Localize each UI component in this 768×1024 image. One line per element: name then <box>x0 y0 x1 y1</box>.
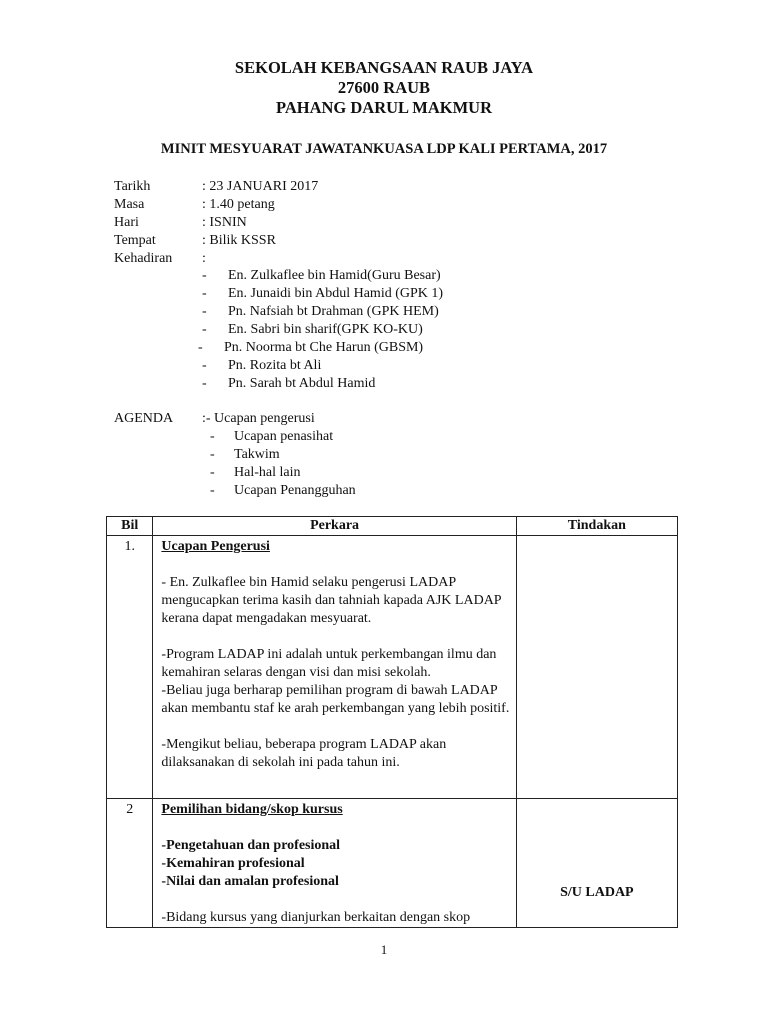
header-state: PAHANG DARUL MAKMUR <box>275 98 492 117</box>
row-bold-item: -Nilai dan amalan profesional <box>161 874 339 889</box>
row-paragraph: -Bidang kursus yang dianjurkan berkaitan dengan skop <box>161 910 471 925</box>
agenda-heading <box>114 410 315 428</box>
row-bold-item: -Pengetahuan dan profesional <box>161 838 341 853</box>
info-row-kehadiran <box>114 250 318 268</box>
list-item: - Pn. Rozita bt Ali <box>202 358 322 373</box>
table-header-row <box>107 517 678 536</box>
header-perkara: Perkara <box>153 517 516 536</box>
info-value: : ISNIN <box>202 215 247 230</box>
header-tindakan: Tindakan <box>516 517 677 536</box>
agenda-label: AGENDA <box>114 411 174 426</box>
row-perkara <box>153 536 516 799</box>
info-row-tarikh <box>114 178 318 196</box>
row-perkara <box>153 799 516 928</box>
info-row-tempat <box>114 232 318 250</box>
meeting-info <box>114 178 318 268</box>
attendee-list <box>198 267 444 393</box>
info-label: Kehadiran <box>114 251 173 266</box>
info-label: Tarikh <box>114 179 151 194</box>
list-item: - Pn. Nafsiah bt Drahman (GPK HEM) <box>202 304 439 319</box>
page-number: 1 <box>380 942 388 957</box>
minutes-table <box>106 516 678 928</box>
row-tindakan <box>516 799 677 928</box>
info-row-masa <box>114 196 318 214</box>
info-row-hari <box>114 214 318 232</box>
row-paragraph: - En. Zulkaflee bin Hamid selaku pengerusi LADAP mengucapkan terima kasih dan tahniah kapada AJK LADAP kerana dapat mengadakan mesyuarat. <box>161 575 502 626</box>
school-header <box>0 58 768 118</box>
list-item: - En. Junaidi bin Abdul Hamid (GPK 1) <box>202 286 444 301</box>
list-item: - Takwim <box>210 447 280 462</box>
info-label: Tempat <box>114 233 156 248</box>
table-row <box>107 799 678 928</box>
info-label: Masa <box>114 197 145 212</box>
info-label: Hari <box>114 215 139 230</box>
row-number: 1. <box>107 536 153 799</box>
table-row <box>107 536 678 799</box>
header-postcode: 27600 RAUB <box>337 78 431 97</box>
info-value: : 23 JANUARI 2017 <box>202 179 319 194</box>
row-title: Ucapan Pengerusi <box>161 539 270 554</box>
info-value: : 1.40 petang <box>202 197 275 212</box>
row-tindakan <box>516 536 677 799</box>
list-item: - Ucapan Penangguhan <box>210 483 356 498</box>
list-item: - Ucapan penasihat <box>210 429 334 444</box>
row-paragraph: -Program LADAP ini adalah untuk perkembangan ilmu dan kemahiran selaras dengan visi dan misi sekolah. <box>161 647 497 680</box>
list-item: - En. Sabri bin sharif(GPK KO-KU) <box>202 322 423 337</box>
tindakan-label: S/U LADAP <box>560 885 634 900</box>
row-paragraph: -Mengikut beliau, beberapa program LADAP akan dilaksanakan di sekolah ini pada tahun ini. <box>161 737 447 770</box>
info-value: : <box>202 251 206 266</box>
header-school-name: SEKOLAH KEBANGSAAN RAUB JAYA <box>234 58 534 77</box>
list-item: - Pn. Noorma bt Che Harun (GBSM) <box>198 340 424 355</box>
list-item: - Pn. Sarah bt Abdul Hamid <box>202 376 376 391</box>
info-value: : Bilik KSSR <box>202 233 276 248</box>
row-title: Pemilihan bidang/skop kursus <box>161 802 343 817</box>
list-item: - En. Zulkaflee bin Hamid(Guru Besar) <box>202 268 441 283</box>
row-bold-item: -Kemahiran profesional <box>161 856 305 871</box>
agenda-first-item: :- Ucapan pengerusi <box>202 411 315 426</box>
agenda-list <box>210 428 356 500</box>
header-bil: Bil <box>107 517 153 536</box>
row-number: 2 <box>107 799 153 928</box>
row-paragraph: -Beliau juga berharap pemilihan program di bawah LADAP akan membantu staf ke arah perkembangan yang lebih positif. <box>161 683 510 716</box>
document-title: MINIT MESYUARAT JAWATANKUASA LDP KALI PERTAMA, 2017 <box>160 141 608 157</box>
list-item: - Hal-hal lain <box>210 465 301 480</box>
